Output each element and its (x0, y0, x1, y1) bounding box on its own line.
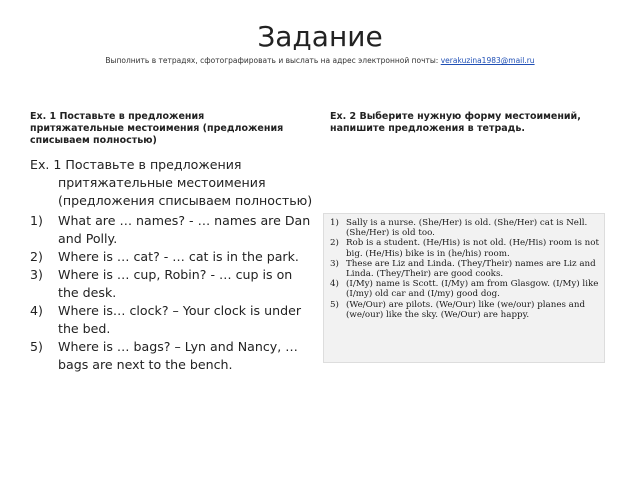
item-text: What are … names? - … names are Dan and Polly. (58, 213, 311, 246)
item-text: Where is … cup, Robin? - … cup is on the desk. (58, 267, 293, 300)
list-item (330, 218, 600, 238)
item-number: 3) (330, 258, 339, 269)
list-item (30, 302, 315, 338)
exercise2-heading: Ex. 2 Выберите нужную форму местоимений, напишите предложения в тетрадь. (330, 111, 581, 134)
item-text: Where is… clock? – Your clock is under the bed. (58, 303, 302, 336)
item-number: 4) (330, 279, 339, 290)
item-number: 2) (330, 238, 339, 249)
list-item (30, 338, 315, 374)
item-number: 2) (30, 249, 43, 264)
item-text: Where is … cat? - … cat is in the park. (58, 249, 299, 264)
list-item (330, 238, 600, 258)
email-link[interactable]: verakuzina1983@mail.ru (440, 56, 535, 65)
exercise2-scanned-image (323, 213, 605, 363)
list-item (30, 266, 315, 302)
exercise1-body (30, 156, 315, 374)
exercise1-heading: Ex. 1 Поставьте в предложения притяжательные местоимения (предложения списываем полностью) (30, 111, 284, 146)
item-number: 5) (330, 299, 339, 310)
item-text: (We/Our) are pilots. (We/Our) like (we/our) planes and (we/our) like the sky. (We/Our) are happy. (346, 299, 586, 320)
instructions-text: Выполнить в тетрадях, сфотографировать и выслать на адрес электронной почты: (105, 56, 441, 65)
item-text: These are Liz and Linda. (They/Their) names are Liz and Linda. (They/Their) are good cooks. (346, 258, 596, 280)
item-number: 4) (30, 303, 43, 318)
list-item (30, 248, 315, 266)
item-text: (I/My) name is Scott. (I/My) am from Glasgow. (I/My) like (I/my) old car and (I/my) good dog. (346, 279, 599, 300)
list-item (30, 212, 315, 248)
item-number: 3) (30, 267, 43, 282)
list-item (330, 300, 600, 320)
item-number: 1) (30, 213, 43, 228)
item-text: Where is … bags? – Lyn and Nancy, … bags are next to the bench. (58, 339, 298, 372)
instructions-line (0, 56, 640, 65)
list-item (330, 259, 600, 279)
page-title: Задание (257, 20, 383, 53)
item-number: 1) (330, 218, 339, 228)
list-item (330, 279, 600, 299)
exercise1-intro: Ex. 1 Поставьте в предложения притяжательные местоимения (предложения списываем полностью) (30, 157, 313, 208)
item-text: Rob is a student. (He/His) is not old. (He/His) room is not big. (He/His) bike is in (he/his) room. (346, 238, 599, 259)
item-number: 5) (30, 339, 43, 354)
exercise1-list (30, 212, 315, 374)
item-text: Sally is a nurse. (She/Her) is old. (She/Her) cat is Nell. (She/Her) is old too. (346, 218, 588, 239)
